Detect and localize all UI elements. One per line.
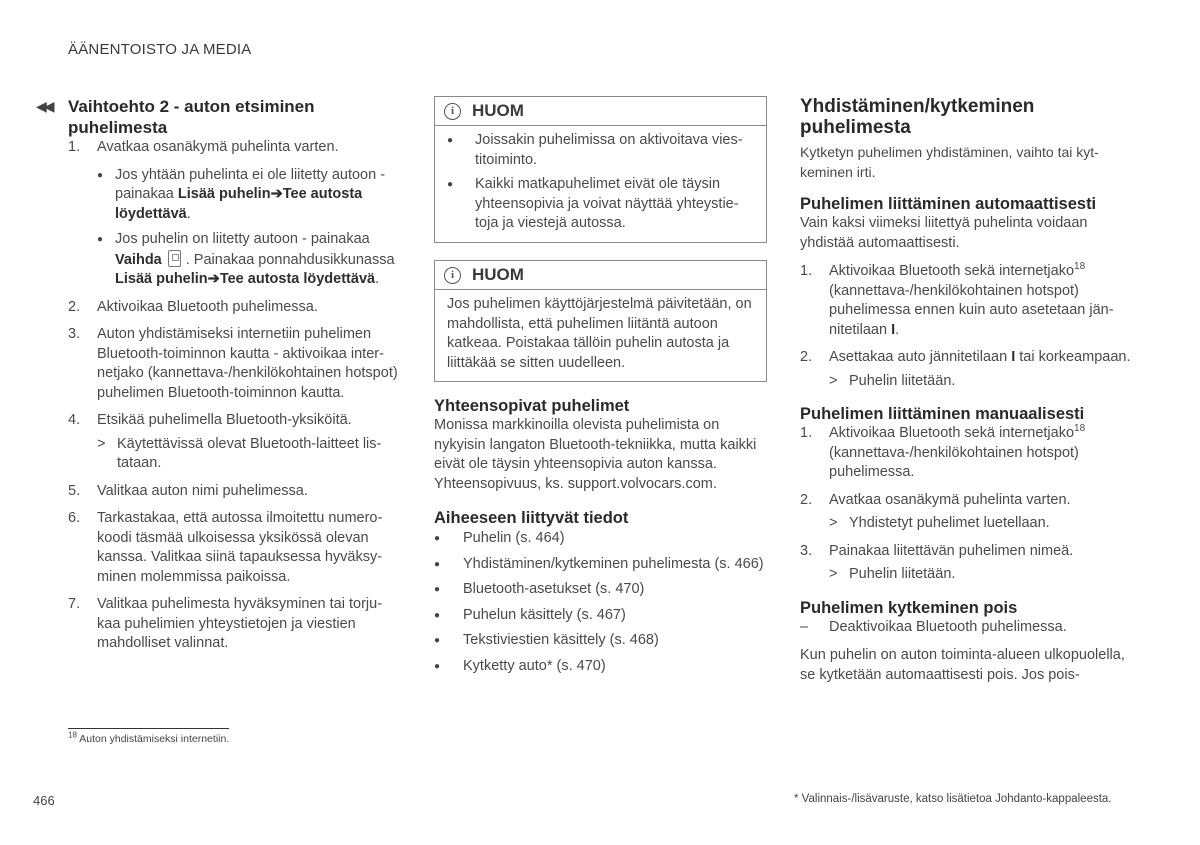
manual-connect-title: Puhelimen liittäminen manuaalisesti xyxy=(800,405,1085,423)
note-header xyxy=(435,261,766,290)
column-middle xyxy=(434,396,766,676)
auto-connect-title: Puhelimen liittäminen automaattisesti xyxy=(800,195,1097,213)
manual-step-2: 2. Avatkaa osanäkymä puhelinta varten. > Yhdistetyt puhelimet luetellaan. xyxy=(800,491,1132,534)
back-icon[interactable]: ◀◀ xyxy=(36,98,52,114)
step-text: Avatkaa osanäkymä puhelinta varten. xyxy=(97,139,339,155)
note-item: ● Joissakin puhelimissa on aktivoitava viestitoiminto. xyxy=(447,131,754,170)
section-title: Vaihtoehto 2 - auton etsiminen puhelimesta xyxy=(68,97,315,137)
bullet-list xyxy=(97,166,398,290)
step-5: 5. Valitkaa auton nimi puhelimessa. xyxy=(68,482,308,499)
column-right xyxy=(800,96,1132,685)
manual-steps xyxy=(800,424,1132,585)
auto-steps xyxy=(800,262,1132,391)
footnote-divider xyxy=(68,728,229,729)
page-number: 466 xyxy=(33,793,55,808)
step-6: 6. Tarkastakaa, että autossa ilmoitettu numerokoodi täsmää ulkoisessa yksikössä olevan kanssa. Valitkaa siinä tapauksessa hyväksyminen molemmissa paikoissa. xyxy=(68,510,383,585)
step-1 xyxy=(68,138,398,290)
auto-step-1: 1. Aktivoikaa Bluetooth sekä internetjako$^{18}$ (kannettava-/henkilökohtainen hotspot) puhelimessa ennen kuin auto asetetaan jännitetilaan I. xyxy=(800,261,1114,338)
step-result: > Puhelin liitetään. xyxy=(829,372,956,389)
phone-switch-icon xyxy=(168,250,181,267)
arrow-icon: ➔ xyxy=(270,186,283,202)
step-2: 2. Aktivoikaa Bluetooth puhelimessa. xyxy=(68,298,318,315)
disconnect-title: Puhelimen kytkeminen pois xyxy=(800,598,1018,617)
chapter-header: ÄÄNENTOISTO JA MEDIA xyxy=(68,41,252,58)
related-link[interactable]: ● Puhelun käsittely (s. 467) xyxy=(434,606,766,626)
note-box-1 xyxy=(434,96,767,243)
footnote-ref: 18 xyxy=(1074,261,1086,273)
note-text: Jos puhelimen käyttöjärjestelmä päivitetään, on mahdollista, että puhelimen liitäntä autoon katkeaa. Poistakaa tällöin puhelin autosta ja liittäkää se sitten uudelleen. xyxy=(447,296,752,371)
note-title: HUOM xyxy=(472,101,524,120)
note-item: ● Kaikki matkapuhelimet eivät ole täysin yhteensopivia ja voivat näyttää yhteystietoja ja viestejä autossa. xyxy=(447,175,754,234)
note-title: HUOM xyxy=(472,265,524,284)
step-3: 3. Auton yhdistämiseksi internetiin puhelimen Bluetooth-toiminnon kautta - aktivoikaa internetjako (kannettava-/henkilökohtainen hotspot) puhelimen Bluetooth-toiminnon kautta. xyxy=(68,326,398,401)
related-link[interactable]: ● Puhelin (s. 464) xyxy=(434,529,766,549)
bullet-item: ● Jos puhelin on liitetty autoon - painakaa Vaihda . Painakaa ponnahdusikkunassa Lisää puhelin➔Tee autosta löydettävä. xyxy=(97,230,398,290)
footnote: $^{18}$ Auton yhdistämiseksi internetiin. xyxy=(68,730,230,745)
step-result: > Käytettävissä olevat Bluetooth-laitteet listataan. xyxy=(97,435,382,471)
info-icon: i xyxy=(444,267,461,284)
compat-text: Monissa markkinoilla olevista puhelimista on nykyisin langaton Bluetooth-tekniikka, mutta kaikki eivät ole täysin yhteensopivia auton kanssa. Yhteensopivuus, ks. support.volvocars.com. xyxy=(434,417,757,492)
step-result: > Yhdistetyt puhelimet luetellaan. xyxy=(829,515,1050,531)
step-4: 4. Etsikää puhelimella Bluetooth-yksiköitä. > Käytettävissä olevat Bluetooth-laitteet listataan. xyxy=(68,411,398,474)
section-title: Yhdistäminen/kytkeminen puhelimesta xyxy=(800,96,1035,138)
disconnect-text: Kun puhelin on auton toiminta-alueen ulkopuolella, se kytketään automaattisesti pois. Jos pois- xyxy=(800,647,1125,683)
step-number: 1. xyxy=(68,139,81,155)
footnote-ref: 18 xyxy=(1074,423,1086,435)
note-list xyxy=(435,126,766,241)
manual-step-3: 3. Painakaa liitettävän puhelimen nimeä. > Puhelin liitetään. xyxy=(800,542,1132,585)
auto-connect-intro: Vain kaksi viimeksi liitettyä puhelinta voidaan yhdistää automaattisesti. xyxy=(800,215,1088,251)
step-7: 7. Valitkaa puhelimesta hyväksyminen tai torjukaa puhelimien yhteystietojen ja viestien mahdolliset valinnat. xyxy=(68,596,383,651)
related-list xyxy=(434,529,766,676)
column-left xyxy=(36,96,398,654)
related-link[interactable]: ● Kytketty auto* (s. 470) xyxy=(434,657,766,677)
steps-list xyxy=(68,138,398,654)
section-intro: Kytketyn puhelimen yhdistäminen, vaihto tai kytkeminen irti. xyxy=(800,144,1099,180)
arrow-icon: ➔ xyxy=(207,271,220,287)
related-link[interactable]: ● Bluetooth-asetukset (s. 470) xyxy=(434,580,766,600)
related-title: Aiheeseen liittyvät tiedot xyxy=(434,509,629,527)
bullet-item: ● Jos yhtään puhelinta ei ole liitetty autoon - painakaa Lisää puhelin➔Tee autosta löydettävä. xyxy=(97,166,398,225)
step-result: > Puhelin liitetään. xyxy=(829,566,956,582)
note-header xyxy=(435,97,766,126)
footer-note: * Valinnais-/lisävaruste, katso lisätietoa Johdanto-kappaleesta. xyxy=(794,793,1112,805)
auto-step-2: 2. Asettakaa auto jännitetilaan I tai korkeampaan. > Puhelin liitetään. xyxy=(800,348,1132,391)
compat-title: Yhteensopivat puhelimet xyxy=(434,397,630,415)
related-link[interactable]: ● Yhdistäminen/kytkeminen puhelimesta (s. 466) xyxy=(434,555,766,575)
related-link[interactable]: ● Tekstiviestien käsittely (s. 468) xyxy=(434,631,766,651)
manual-step-1: 1. Aktivoikaa Bluetooth sekä internetjako$^{18}$ (kannettava-/henkilökohtainen hotspot) puhelimessa. xyxy=(800,423,1086,480)
disconnect-item: – Deaktivoikaa Bluetooth puhelimessa. xyxy=(800,618,1067,635)
info-icon: i xyxy=(444,103,461,120)
note-box-2 xyxy=(434,260,767,382)
